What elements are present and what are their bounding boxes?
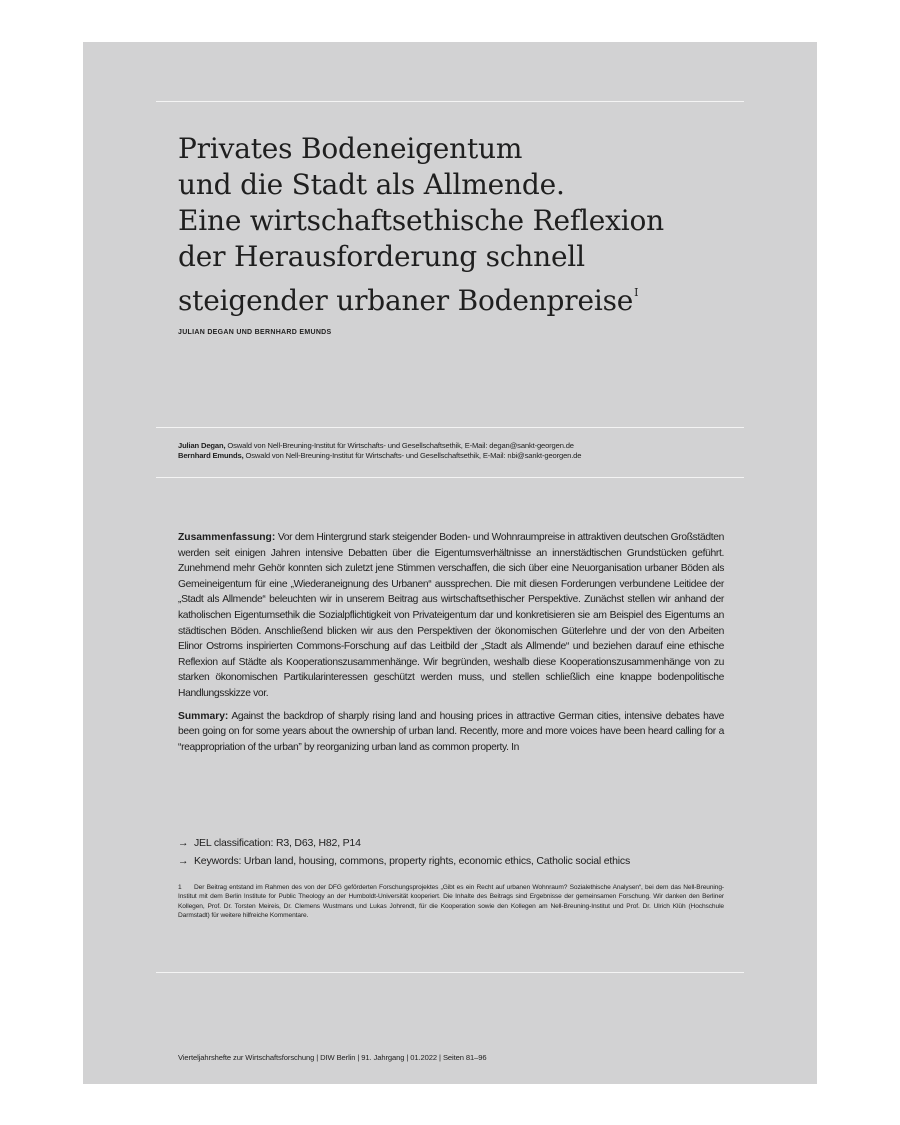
- title-line: steigender urbaner Bodenpreise$^I$: [178, 284, 639, 317]
- title-line: Privates Bodeneigentum: [178, 132, 523, 165]
- abstract-german-text: Vor dem Hintergrund stark steigender Boden- und Wohnraumpreise in attraktiven deutschen Großstädten werden seit einigen Jahren intensive Debatten über die Eigentumsverhältnisse an innerstädtischen Grundstücken geführt. Zunehmend mehr Gehör konnten sich zuletzt jene Stimmen verschaffen, die sich über eine Neuorganisation urbaner Böden als Gemeineigentum für eine „Wiederaneignung des Urbanen“ aussprechen. Die mit diesen Forderungen verbundene Leitidee der „Stadt als Allmende“ beleuchten wir in unserem Beitrag aus wirtschaftsethischer Perspektive. Zunächst stellen wir anhand der katholischen Eigentumsethik die Sozialpflichtigkeit von Privateigentum dar und konkretisieren sie am Beispiel des Eigentums an städtischen Böden. Anschließend blicken wir aus den Perspektiven der ökonomischen Güterlehre und der von den Arbeiten Elinor Ostroms inspirierten Commons-Forschung auf das Leitbild der „Stadt als Allmende“ und beziehen darauf eine ethische Reflexion auf Städte als Kooperationszusammenhänge. Wir begründen, weshalb diese Kooperationszusammenhänge von zu starken ökonomischen Partikularinteressen geschützt werden muss, und stellen schließlich eine knappe bodenpolitische Handlungsskizze vor.: [178, 532, 724, 699]
- affiliation-author-name: Bernhard Emunds,: [178, 451, 244, 460]
- article-title: [178, 131, 778, 319]
- title-footnote-marker: I: [634, 286, 639, 299]
- affiliation-text: Oswald von Nell-Breuning-Institut für Wirtschafts- und Gesellschaftsethik, E-Mail: nbi@sankt-georgen.de: [243, 451, 582, 460]
- abstract-german: [178, 530, 724, 702]
- footer-rule: [156, 972, 744, 973]
- abstract-section: [178, 530, 724, 755]
- title-line: und die Stadt als Allmende.: [178, 168, 565, 201]
- page-sheet: [83, 42, 817, 1084]
- arrow-right-icon: →: [178, 855, 189, 867]
- list-item: [178, 852, 738, 870]
- author-affiliations: [178, 441, 748, 461]
- affiliation-row: [178, 441, 748, 451]
- author-list: JULIAN DEGAN UND BERNHARD EMUNDS: [178, 329, 332, 336]
- abstract-english-label: Summary:: [178, 710, 229, 722]
- affiliation-author-name: Julian Degan,: [178, 441, 226, 450]
- abstract-english: [178, 709, 724, 756]
- journal-citation: Vierteljahrshefte zur Wirtschaftsforschung | DIW Berlin | 91. Jahrgang | 01.2022 | Seiten 81–96: [178, 1053, 487, 1062]
- abstract-english-text: Against the backdrop of sharply rising land and housing prices in attractive German cities, intensive debates have been going on for some years about the ownership of urban land. Recently, more and more voices have been heard calling for a “reappropriation of the urban” by reorganizing urban land as common property. In: [178, 710, 724, 753]
- affiliation-bottom-rule: [156, 477, 744, 478]
- title-line: Eine wirtschaftsethische Reflexion: [178, 204, 664, 237]
- affiliation-text: Oswald von Nell-Breuning-Institut für Wirtschafts- und Gesellschaftsethik, E-Mail: degan@sankt-georgen.de: [225, 441, 574, 450]
- footnote-text: Der Beitrag entstand im Rahmen des von der DFG geförderten Forschungsprojektes „Gibt es ein Recht auf urbanen Wohnraum? Sozialethische Analysen“, bei dem das Nell-Breuning-Institut mit dem Berlin Institute for Public Theology an der Humboldt-Universität kooperiert. Die Inhalte des Beitrags sind Ergebnisse der gemeinsamen Forschung. Wir danken den Berliner Kollegen, Prof. Dr. Torsten Meireis, Dr. Clemens Wustmans und Lukas Johrendt, für die Kooperation sowie den Kollegen am Nell-Breuning-Institut und Prof. Dr. Ulrich Klüh (Hochschule Darmstadt) für weitere hilfreiche Kommentare.: [178, 884, 724, 920]
- top-rule: [156, 101, 744, 102]
- abstract-german-label: Zusammenfassung:: [178, 532, 276, 543]
- list-item: [178, 834, 738, 852]
- affiliation-top-rule: [156, 427, 744, 428]
- arrow-right-icon: →: [178, 837, 189, 849]
- affiliation-row: [178, 451, 748, 461]
- jel-classification: JEL classification: R3, D63, H82, P14: [194, 837, 361, 849]
- classification-list: [178, 834, 738, 870]
- footnote-number: 1: [178, 884, 182, 891]
- footnote: [178, 883, 724, 921]
- keywords: Keywords: Urban land, housing, commons, property rights, economic ethics, Catholic social ethics: [194, 855, 631, 867]
- title-line: der Herausforderung schnell: [178, 240, 585, 273]
